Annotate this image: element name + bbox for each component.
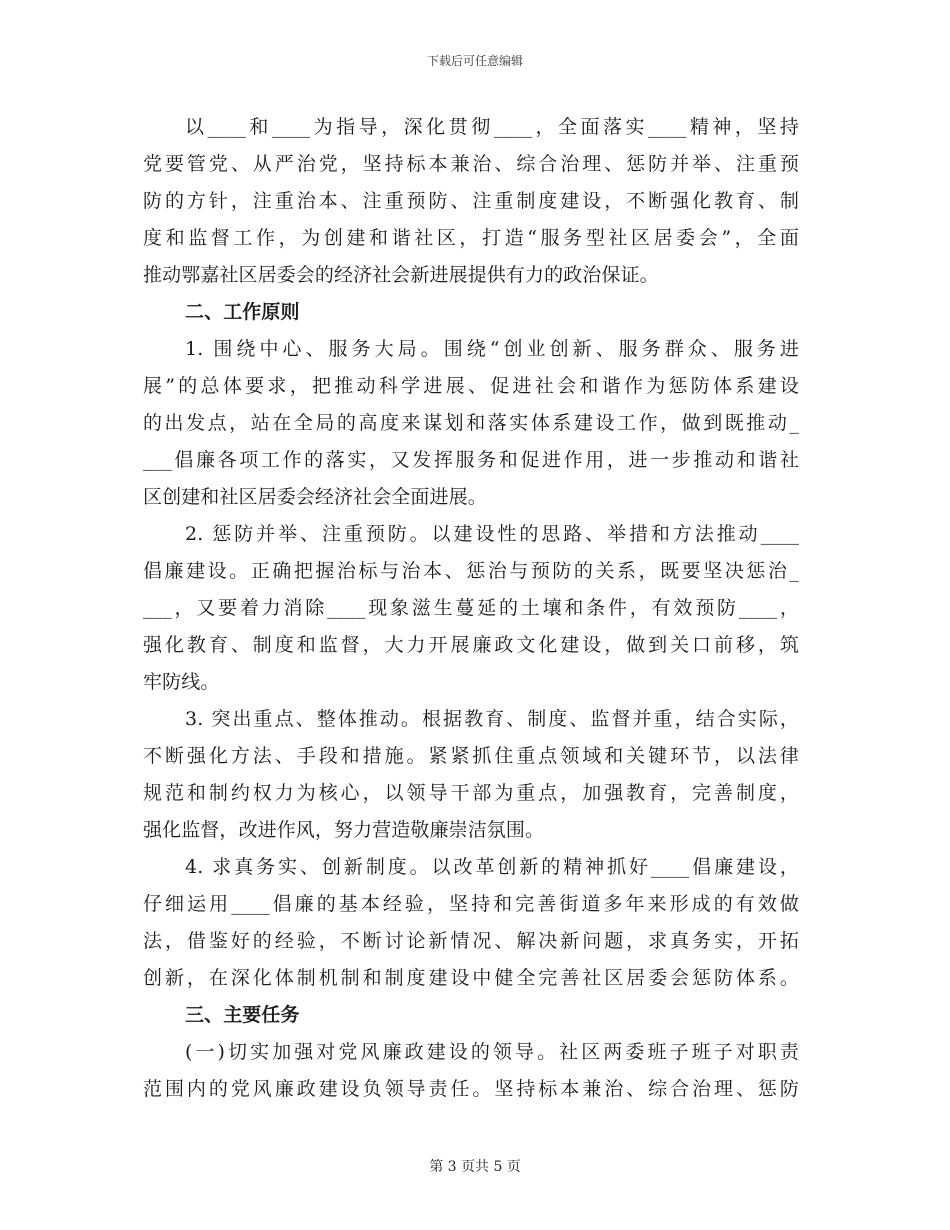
body-line: 不断强化方法、手段和措施。紧紧抓住重点领域和关键环节，以法律 [143,745,799,767]
body-line: 1. 围绕中心、服务大局。围绕“创业创新、服务群众、服务进 [185,338,799,360]
body-line: 4. 求真务实、创新制度。以改革创新的精神抓好____倡廉建设， [185,856,799,878]
body-line: 3. 突出重点、整体推动。根据教育、制度、监督并重，结合实际， [185,708,799,730]
body-line: 规范和制约权力为核心，以领导干部为重点，加强教育，完善制度， [143,782,799,804]
body-line: 法，借鉴好的经验，不断讨论新情况、解决新问题，求真务实，开拓 [143,930,799,952]
body-line: 推动鄂嘉社区居委会的经济社会新进展提供有力的政治保证。 [143,264,659,286]
body-line: 范围内的党风廉政建设负领导责任。坚持标本兼治、综合治理、惩防 [143,1078,799,1100]
page-header: 下载后可任意编辑 [426,54,523,68]
body-line: 党要管党、从严治党，坚持标本兼治、综合治理、惩防并举、注重预 [143,153,799,175]
section-heading-tasks: 三、主要任务 [185,1004,300,1026]
body-line: 倡廉建设。正确把握治标与治本、惩治与预防的关系，既要坚决惩治_ [143,560,799,582]
document-body [143,109,799,1108]
body-line: 强化监督，改进作风，努力营造敬廉崇洁氛围。 [143,819,545,841]
body-line: 度和监督工作，为创建和谐社区，打造“服务型社区居委会”，全面 [143,227,799,249]
body-line: 2. 惩防并举、注重预防。以建设性的思路、举措和方法推动____ [185,523,799,545]
body-line: (一)切实加强对党风廉政建设的领导。社区两委班子班子对职责 [185,1041,799,1063]
body-line: 仔细运用____倡廉的基本经验，坚持和完善街道多年来形成的有效做 [143,893,799,915]
body-line: 强化教育、制度和监督，大力开展廉政文化建设，做到关口前移，筑 [143,634,799,656]
body-line: 创新，在深化体制机制和制度建设中健全完善社区居委会惩防体系。 [143,967,799,989]
body-line: 区创建和社区居委会经济社会全面进展。 [143,486,487,508]
section-heading-principles: 二、工作原则 [185,301,300,323]
body-line: 的出发点，站在全局的高度来谋划和落实体系建设工作，做到既推动_ [143,412,799,434]
body-line: ___，又要着力消除____现象滋生蔓延的土壤和条件，有效预防____， [143,597,799,619]
body-line: 防的方针，注重治本、注重预防、注重制度建设，不断强化教育、制 [143,190,799,212]
body-line: 以____和____为指导，深化贯彻____，全面落实____精神，坚持 [185,116,799,138]
page-footer: 第 3 页共 5 页 [429,1159,521,1175]
body-line: 展”的总体要求，把推动科学进展、促进社会和谐作为惩防体系建设 [143,375,799,397]
body-line: ___倡廉各项工作的落实，又发挥服务和促进作用，进一步推动和谐社 [143,449,799,471]
body-line: 牢防线。 [143,671,220,693]
